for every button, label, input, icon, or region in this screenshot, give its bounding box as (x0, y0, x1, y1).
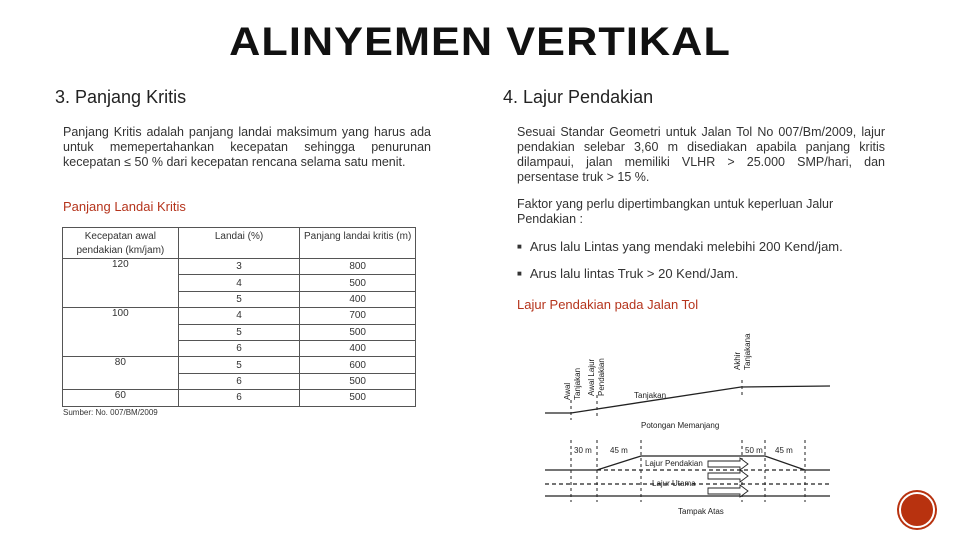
length-cell: 400 (300, 291, 416, 307)
grade-cell: 5 (178, 324, 300, 340)
label-tanjakana: Tanjakana (743, 333, 752, 370)
speed-cell: 100 (63, 308, 179, 357)
right-paragraph-1: Sesuai Standar Geometri untuk Jalan Tol No 007/Bm/2009, lajur pendakian selebar 3,60 m disediakan apabila panjang kritis dilampaui, jalan memiliki VLHR > 25.000 SMP/hari, dan persentase truk > 15 %. (517, 125, 885, 184)
label-section: Potongan Memanjang (641, 421, 720, 430)
label-tanjakan: Tanjakan (573, 367, 582, 400)
col-header: Landai (%) (178, 228, 300, 259)
label-awal-lajur: Awal Lajur (587, 358, 596, 396)
speed-cell: 80 (63, 357, 179, 390)
right-paragraph-2: Faktor yang perlu dipertimbangkan untuk keperluan Jalur Pendakian : (517, 197, 834, 226)
diagram-title: Lajur Pendakian pada Jalan Tol (517, 297, 699, 312)
length-cell: 500 (300, 373, 416, 389)
label-slope: Tanjakan (634, 391, 667, 400)
page-title: ALINYEMEN VERTIKAL (229, 20, 731, 64)
col-header: Panjang landai kritis (m) (300, 228, 416, 259)
length-cell: 600 (300, 357, 416, 373)
table-source: Sumber: No. 007/BM/2009 (63, 408, 158, 417)
length-cell: 500 (300, 275, 416, 291)
speed-cell: 60 (63, 390, 179, 406)
bullet-icon: ■ (517, 242, 522, 251)
table-title: Panjang Landai Kritis (63, 199, 186, 214)
label-awal: Awal (563, 382, 572, 400)
grade-cell: 5 (178, 291, 300, 307)
dim-45m-end: 45 m (775, 446, 793, 455)
length-cell: 800 (300, 259, 416, 275)
dim-50m: 50 m (745, 446, 763, 455)
arrow-icon (708, 458, 748, 470)
speed-cell: 120 (63, 259, 179, 308)
bullet-text: Arus lalu lintas Truk > 20 Kend/Jam. (529, 266, 739, 281)
grade-cell: 4 (178, 308, 300, 324)
grade-cell: 6 (178, 390, 300, 406)
grade-cell: 4 (178, 275, 300, 291)
dim-30m: 30 m (574, 446, 592, 455)
arrow-icon (708, 470, 748, 482)
label-main-lane: Lajur Utama (652, 479, 696, 488)
grade-cell: 3 (178, 259, 300, 275)
slide-badge (899, 492, 935, 528)
label-pendakian: Pendakian (597, 358, 606, 396)
left-heading: 3. Panjang Kritis (55, 87, 187, 107)
length-cell: 500 (300, 390, 416, 406)
right-heading: 4. Lajur Pendakian (503, 87, 654, 107)
arrow-icon (708, 485, 748, 497)
dim-45m: 45 m (610, 446, 628, 455)
grade-cell: 6 (178, 340, 300, 356)
length-cell: 700 (300, 308, 416, 324)
bullet-icon: ■ (517, 269, 522, 278)
col-header: Kecepatan awal pendakian (km/jam) (63, 228, 179, 259)
grade-cell: 5 (178, 357, 300, 373)
label-akhir: Akhir (733, 351, 742, 370)
length-cell: 500 (300, 324, 416, 340)
label-top-view: Tampak Atas (678, 507, 724, 516)
label-climbing-lane: Lajur Pendakian (645, 459, 703, 468)
left-paragraph: Panjang Kritis adalah panjang landai maksimum yang harus ada untuk memepertahankan kecepatan sehingga penurunan kecepatan ≤ 50 % dari kecepatan rencana selama satu menit. (63, 125, 431, 169)
bullet-text: Arus lalu Lintas yang mendaki melebihi 200 Kend/jam. (529, 239, 843, 254)
grade-cell: 6 (178, 373, 300, 389)
length-cell: 400 (300, 340, 416, 356)
